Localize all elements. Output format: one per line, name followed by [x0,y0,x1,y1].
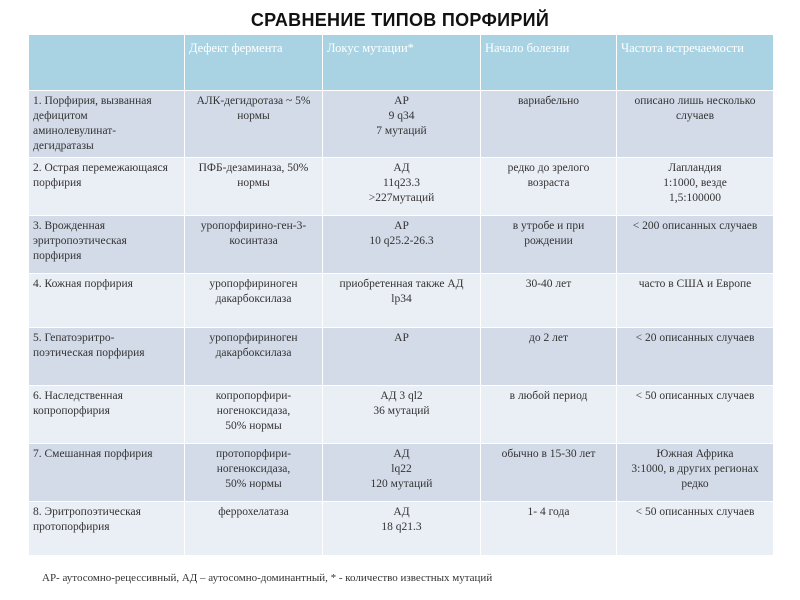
cell-mutation-locus [323,274,481,328]
cell-line: редко до зрелого [507,162,590,174]
cell-frequency [617,386,774,444]
cell-line: возраста [527,177,570,189]
cell-line: 50% нормы [225,420,282,432]
cell-line: эритропоэтическая [33,235,127,247]
cell-line: уропорфирино-ген-3- [200,220,307,232]
cell-line: редко [681,478,709,490]
cell-line: дефицитом [33,110,88,122]
cell-line: дакарбоксилаза [215,347,292,359]
cell-line: аминолевулинат- [33,125,117,137]
cell-porphyria-type [29,216,185,274]
cell-enzyme-defect [185,91,323,158]
cell-line: lp34 [391,293,412,305]
cell-line: приобретенная также АД [339,278,464,290]
table-row [29,386,774,444]
cell-line: 18 q21.3 [381,521,422,533]
cell-frequency [617,274,774,328]
cell-line: дакарбоксилаза [215,293,292,305]
cell-onset [481,386,617,444]
cell-line: < 20 описанных случаев [635,332,755,344]
cell-line: ногеноксидаза, [216,405,291,417]
cell-line: < 50 описанных случаев [635,506,755,518]
cell-line: до 2 лет [529,332,568,344]
cell-enzyme-defect [185,502,323,556]
cell-line: часто в США и Европе [638,278,752,290]
cell-mutation-locus [323,158,481,216]
cell-frequency [617,502,774,556]
cell-line: 10 q25.2-26.3 [369,235,434,247]
cell-line: АЛК-дегидротаза ~ 5% [196,95,311,107]
cell-line: копропорфирия [33,405,110,417]
cell-line: АР [394,220,409,232]
header-cell-enzyme-defect: Дефект фермента [185,35,323,91]
cell-frequency [617,158,774,216]
header-cell-frequency: Частота встречаемости [617,35,774,91]
cell-onset [481,91,617,158]
cell-line: АД [393,448,410,460]
cell-line: вариабельно [517,95,580,107]
cell-line: < 200 описанных случаев [632,220,758,232]
cell-line: 9 q34 [388,110,415,122]
cell-line: поэтическая порфирия [33,347,145,359]
cell-porphyria-type [29,158,185,216]
cell-line: 8. Эритропоэтическая [33,506,141,518]
table-row [29,216,774,274]
cell-enzyme-defect [185,158,323,216]
cell-onset [481,158,617,216]
cell-line: порфирия [33,250,82,262]
cell-line: 1:1000, везде [663,177,727,189]
table-row [29,158,774,216]
cell-line: 120 мутаций [370,478,433,490]
cell-line: протопорфирия [33,521,110,533]
cell-line: 6. Наследственная [33,390,123,402]
cell-line: обычно в 15-30 лет [501,448,596,460]
cell-mutation-locus [323,216,481,274]
cell-line: 5. Гепатоэритро- [33,332,115,344]
cell-mutation-locus [323,328,481,386]
table-header-row [29,35,774,91]
cell-frequency [617,216,774,274]
cell-line: 1. Порфирия, вызванная [33,95,152,107]
table-row [29,328,774,386]
cell-line: уропорфириноген [209,332,298,344]
cell-mutation-locus [323,386,481,444]
cell-line: порфирия [33,177,82,189]
table-row [29,91,774,158]
cell-line: АР [394,332,409,344]
cell-line: в любой период [509,390,588,402]
cell-line: АР [394,95,409,107]
cell-line: >227мутаций [368,192,435,204]
cell-onset [481,216,617,274]
cell-line: 11q23.3 [383,177,420,189]
cell-porphyria-type [29,502,185,556]
cell-line: 1,5:100000 [668,192,722,204]
cell-line: косинтаза [229,235,278,247]
cell-frequency [617,444,774,502]
cell-onset [481,444,617,502]
cell-line: в утробе и при [512,220,585,232]
cell-line: 50% нормы [225,478,282,490]
cell-line: нормы [237,110,270,122]
cell-line: 30-40 лет [525,278,572,290]
cell-onset [481,502,617,556]
cell-enzyme-defect [185,216,323,274]
cell-line: 2. Острая перемежающаяся [33,162,168,174]
table-row [29,444,774,502]
cell-line: 3:1000, в других регионах [631,463,759,475]
cell-line: ПФБ-дезаминаза, 50% [198,162,309,174]
cell-line: < 50 описанных случаев [635,390,755,402]
cell-line: копропорфири- [215,390,292,402]
cell-line: феррохелатаза [218,506,289,518]
cell-porphyria-type [29,91,185,158]
cell-line: нормы [237,177,270,189]
cell-line: уропорфириноген [209,278,298,290]
cell-line: lq22 [391,463,412,475]
cell-porphyria-type [29,444,185,502]
cell-mutation-locus [323,91,481,158]
porphyria-comparison-table [28,34,774,556]
cell-enzyme-defect [185,274,323,328]
cell-line: 4. Кожная порфирия [33,278,133,290]
cell-onset [481,328,617,386]
table-row [29,502,774,556]
cell-enzyme-defect [185,386,323,444]
cell-line: дегидратазы [33,140,94,152]
cell-line: описано лишь несколько [634,95,756,107]
header-cell-mutation-locus: Локус мутации* [323,35,481,91]
cell-frequency [617,328,774,386]
cell-line: Лапландия [668,162,722,174]
cell-porphyria-type [29,386,185,444]
cell-line: 7. Смешанная порфирия [33,448,153,460]
cell-line: АД 3 ql2 [380,390,423,402]
footnote: АР- аутосомно-рецессивный, АД – аутосомно-доминантный, * - количество известных мутаций [42,572,493,584]
cell-frequency [617,91,774,158]
cell-line: Южная Африка [656,448,734,460]
cell-line: протопорфири- [215,448,292,460]
slide-title: СРАВНЕНИЕ ТИПОВ ПОРФИРИЙ [250,10,550,30]
cell-line: АД [393,162,410,174]
header-cell-type [29,35,185,91]
cell-line: 36 мутаций [373,405,430,417]
cell-line: 1- 4 года [527,506,570,518]
header-cell-onset: Начало болезни [481,35,617,91]
cell-porphyria-type [29,328,185,386]
cell-line: рождении [524,235,573,247]
cell-line: 3. Врожденная [33,220,105,232]
cell-mutation-locus [323,502,481,556]
cell-enzyme-defect [185,444,323,502]
cell-porphyria-type [29,274,185,328]
cell-enzyme-defect [185,328,323,386]
table-row [29,274,774,328]
cell-line: АД [393,506,410,518]
cell-onset [481,274,617,328]
cell-line: случаев [675,110,714,122]
cell-line: ногеноксидаза, [216,463,291,475]
cell-line: 7 мутаций [376,125,427,137]
cell-mutation-locus [323,444,481,502]
